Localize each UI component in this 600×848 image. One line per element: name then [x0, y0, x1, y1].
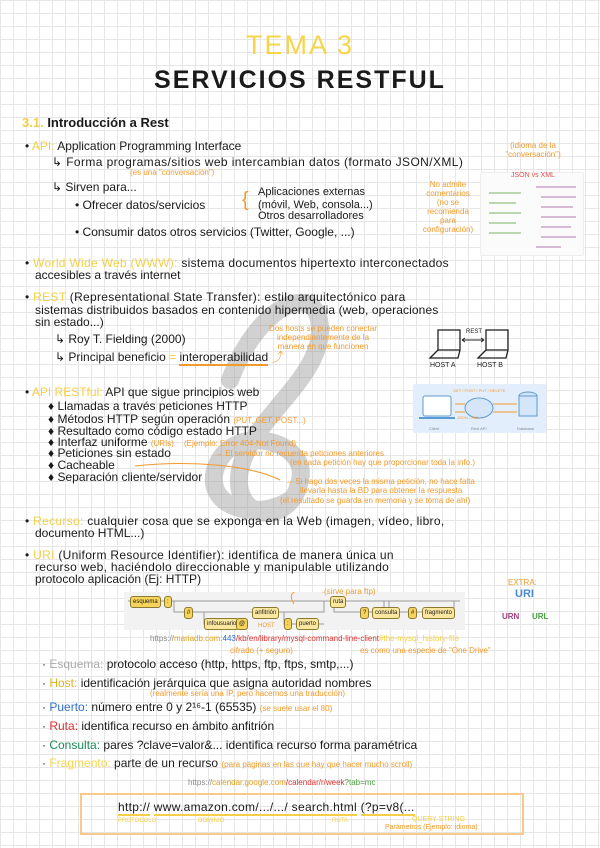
amazon-url: http:// www.amazon.com/.../.../ search.html (?p=v8(...: [118, 800, 415, 814]
label-query: QUERY STRING: [412, 816, 466, 823]
extra-urn: URN: [502, 612, 520, 621]
part-fragmento: · Fragmento: parte de un recurso (para páginas en las que hay que hacer mucho scroll): [42, 756, 413, 770]
label-ruta: RUTA: [332, 818, 348, 824]
cache-arrow: [130, 460, 290, 485]
restful-line: • API RESTful: API que sigue principios web: [25, 385, 260, 399]
restful-item: ♦ Interfaz uniforme (URIs) (Ejemplo: Error 404-Not Found): [48, 435, 297, 449]
recurso-line: • Recurso: cualquier cosa que se exponga en la Web (imagen, vídeo, libro,: [25, 514, 445, 528]
extra-uri: URI: [515, 588, 534, 600]
extra-url: URL: [532, 612, 549, 621]
brace-icon: {: [242, 189, 249, 211]
note-cache: → Si hago dos veces la misma petición, no hace falta: [285, 477, 475, 486]
uri-line3: protocolo aplicación (Ej: HTTP): [35, 572, 202, 586]
api-ofrecer: • Ofrecer datos/servicios: [75, 198, 206, 212]
restful-item: ♦ Peticiones sin estado: [48, 446, 171, 460]
part-esquema: · Esquema: protocolo acceso (http, https, ftp, ftps, smtp,...): [42, 657, 354, 671]
note-cache-2: llevarla hasta la BD para obtener la respuesta: [300, 486, 463, 495]
host-b-label: HOST B: [477, 362, 503, 369]
restful-item: ♦ Separación cliente/servidor: [48, 470, 203, 484]
part-puerto: · Puerto: número entre 0 y 2¹⁶-1 (65535) (se suele usar el 80): [42, 700, 333, 714]
note-idioma: (idioma de la "conversación"): [505, 141, 561, 159]
note-stateless: → El servidor no recuerda peticiones anteriores: [215, 449, 384, 458]
note-no-comments: No admite comentarios (no se recomienda para configuración): [422, 180, 474, 234]
api-sub1: ↳ Forma programas/sitios web intercambian datos (formato JSON/XML): [52, 155, 464, 169]
note-conversation: (es una "conversación"): [130, 168, 215, 177]
rest-benefit: ↳ Principal beneficio = interoperabilidad ⤴: [55, 350, 284, 364]
label-dominio: DOMINIO: [198, 818, 225, 824]
example-url: https://mariadb.com:443/kb/en/library/mysql-command-line-client#the-mysql_history-file: [150, 634, 460, 643]
www-line: • World Wide Web (WWW): sistema documentos hipertexto interconectados: [25, 256, 449, 270]
json-xml-image: JSON vs XML: [480, 172, 584, 256]
label-params: Parámetros (Ejemplo: idioma): [385, 824, 478, 831]
rest-api-diagram: GET / POST / PUT / DELETE JSON / XML Client Rest API Database: [413, 384, 546, 433]
api-consumir: • Consumir datos otros servicios (Twitter, Google, ...): [75, 225, 355, 239]
api-apps1: Aplicaciones externas: [258, 186, 366, 198]
note-host: (realmente sería una IP, pero hacemos una traducción): [150, 689, 346, 698]
api-sub2: ↳ Sirven para...: [52, 180, 137, 194]
part-ruta: · Ruta: identifica recurso en ámbito anfitrión: [42, 719, 275, 733]
rest-roy: ↳ Roy T. Fielding (2000): [55, 332, 186, 346]
tema-heading: TEMA 3: [245, 30, 355, 60]
note-drive: es como una especie de "One Drive": [360, 646, 491, 655]
part-host: · Host: identificación jerárquica que asigna autoridad nombres: [42, 676, 372, 690]
calendar-url: https://calendar.google.com/calendar/r/week?tab=mc: [188, 778, 376, 787]
restful-item: ♦ Cacheable: [48, 458, 115, 472]
host-a-label: HOST A: [430, 362, 456, 369]
rest-line3: sin estado...): [35, 315, 104, 329]
section-heading: 3.1. Introducción a Rest: [22, 115, 169, 130]
rest-line2: sistemas distribuidos basados en contenido hipermedia (web, operaciones: [35, 303, 439, 317]
note-stateless-2: (en cada petición hay que proporcionar toda la info.): [290, 458, 476, 467]
uri-line: • URI (Uniform Resource Identifier): identifica de manera única un: [25, 548, 394, 562]
rest-arrow-label: REST: [466, 329, 483, 335]
amazon-url-box: [80, 793, 524, 835]
restful-item: ♦ Resultado como código estado HTTP: [48, 424, 257, 438]
uri-syntax-diagram: esquema : // infousuario @ anfitrión : puerto ruta ? consulta # fragmento (sirve para ftp) HOST: [124, 592, 465, 630]
page-title: SERVICIOS RESTFUL: [154, 66, 446, 94]
api-line: • API: Application Programming Interface: [25, 139, 242, 153]
part-consulta: · Consulta: pares ?clave=valor&... identifica recurso forma paramétrica: [42, 738, 418, 752]
api-apps3: Otros desarrolladores: [258, 210, 364, 222]
note-cifrado: cifrado (+ seguro): [230, 646, 293, 655]
recurso-line2: documento HTML...): [35, 526, 145, 540]
label-protocolo: PROTOCOLO: [118, 818, 157, 824]
note-cache-3: (el resultado se guarda en memoria y se toma de ahí): [280, 496, 471, 505]
restful-item: ♦ Métodos HTTP según operación (PUT, GET, POST...): [48, 412, 306, 426]
note-hosts: Dos hosts se pueden conectar independientemente de la manera en que funcionen: [268, 324, 378, 351]
uri-line2: recurso web, haciéndolo direccionable y manipulable utilizando: [35, 560, 390, 574]
api-apps2: (móvil, Web, consola...): [258, 199, 373, 211]
extra-label: EXTRA:: [508, 578, 537, 587]
www-line2: accesibles a través internet: [35, 268, 181, 282]
rest-line: • REST (Representational State Transfer): estilo arquitectónico para: [25, 290, 406, 304]
restful-item: ♦ Llamadas a través peticiones HTTP: [48, 399, 248, 413]
